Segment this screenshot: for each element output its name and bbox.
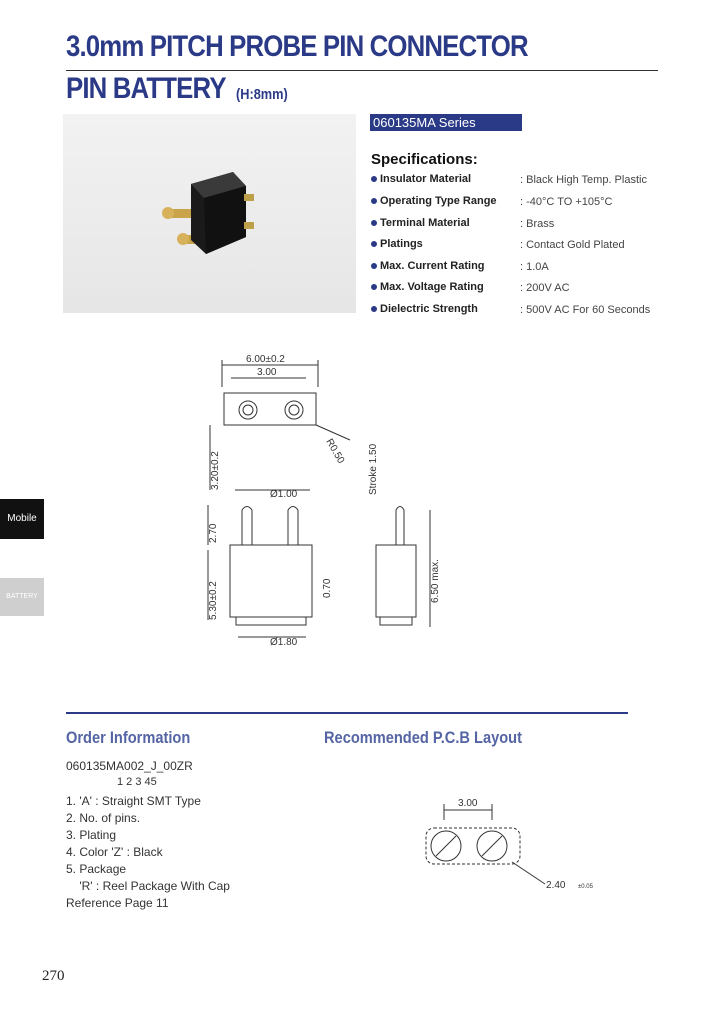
- page-title: 3.0mm PITCH PROBE PIN CONNECTOR: [66, 30, 528, 63]
- bullet-icon: [371, 284, 377, 290]
- order-line: 5. Package: [66, 862, 127, 876]
- order-part-number: 060135MA002_J_00ZR: [66, 759, 193, 773]
- order-line: 3. Plating: [66, 828, 117, 842]
- order-line: 'R' : Reel Package With Cap: [66, 879, 230, 893]
- bullet-icon: [371, 263, 377, 269]
- spec-row: [371, 260, 691, 280]
- connector-photo-image: [63, 114, 356, 313]
- dim-base: 0.70: [322, 578, 333, 598]
- product-photo: [63, 114, 356, 313]
- spec-label: Operating Type Range: [380, 195, 497, 207]
- order-reference: Reference Page 11: [66, 896, 169, 910]
- technical-drawing: [190, 345, 460, 660]
- dim-radius: R0.50: [323, 437, 347, 466]
- dim-pin-len: 2.70: [208, 523, 219, 543]
- dim-width: 6.00±0.2: [246, 354, 285, 365]
- order-info-title: Order Information: [66, 728, 191, 747]
- dim-height-top: 3.20±0.2: [210, 451, 221, 490]
- dim-stroke: Stroke 1.50: [368, 443, 379, 495]
- series-badge: 060135MA Series: [370, 114, 522, 131]
- pcb-layout-drawing: [400, 790, 600, 905]
- page-number: 270: [42, 968, 65, 984]
- product-subtitle: (H:8mm): [236, 86, 288, 103]
- bullet-icon: [371, 306, 377, 312]
- spec-row: [371, 238, 691, 258]
- order-line: 4. Color 'Z' : Black: [66, 845, 163, 859]
- pcb-dim-pad: 2.40: [546, 880, 566, 891]
- spec-label: Dielectric Strength: [380, 303, 478, 315]
- product-title: PIN BATTERY: [66, 72, 226, 105]
- spec-row: [371, 195, 691, 215]
- spec-label: Max. Current Rating: [380, 260, 485, 272]
- bullet-icon: [371, 198, 377, 204]
- dim-foot-dia: Ø1.80: [270, 637, 298, 648]
- spec-label: Max. Voltage Rating: [380, 281, 484, 293]
- dim-pitch: 3.00: [257, 367, 277, 378]
- spec-row: [371, 173, 691, 193]
- order-line: 1. 'A' : Straight SMT Type: [66, 794, 201, 808]
- spec-row: [371, 303, 691, 323]
- order-line: 2. No. of pins.: [66, 811, 141, 825]
- spec-label: Terminal Material: [380, 217, 470, 229]
- spec-value: : -40°C TO +105°C: [520, 196, 613, 208]
- order-part-index: 1 2 3 45: [117, 776, 157, 788]
- bullet-icon: [371, 176, 377, 182]
- spec-value: : 1.0A: [520, 261, 549, 273]
- section-divider: [66, 712, 628, 714]
- pcb-dim-tolerance: ±0.05: [578, 884, 593, 890]
- bullet-icon: [371, 220, 377, 226]
- spec-value: : Black High Temp. Plastic: [520, 174, 647, 186]
- title-divider: [66, 70, 658, 71]
- spec-label: Insulator Material: [380, 173, 472, 185]
- spec-value: : Brass: [520, 218, 555, 230]
- bullet-icon: [371, 241, 377, 247]
- side-tab-mobile[interactable]: Mobile: [0, 499, 44, 539]
- specifications-heading: Specifications:: [371, 151, 478, 168]
- spec-value: : 500V AC For 60 Seconds: [520, 304, 651, 316]
- spec-row: [371, 217, 691, 237]
- side-tab-battery[interactable]: BATTERY: [0, 578, 44, 616]
- dim-max: 6.50 max.: [430, 559, 441, 603]
- spec-value: : 200V AC: [520, 282, 570, 294]
- spec-label: Platings: [380, 238, 423, 250]
- dim-pin-dia: Ø1.00: [270, 489, 298, 500]
- pcb-layout-title: Recommended P.C.B Layout: [324, 728, 522, 747]
- pcb-dim-pitch: 3.00: [458, 798, 478, 809]
- spec-row: [371, 281, 691, 301]
- spec-value: : Contact Gold Plated: [520, 239, 625, 251]
- dim-body: 5.30±0.2: [208, 581, 219, 620]
